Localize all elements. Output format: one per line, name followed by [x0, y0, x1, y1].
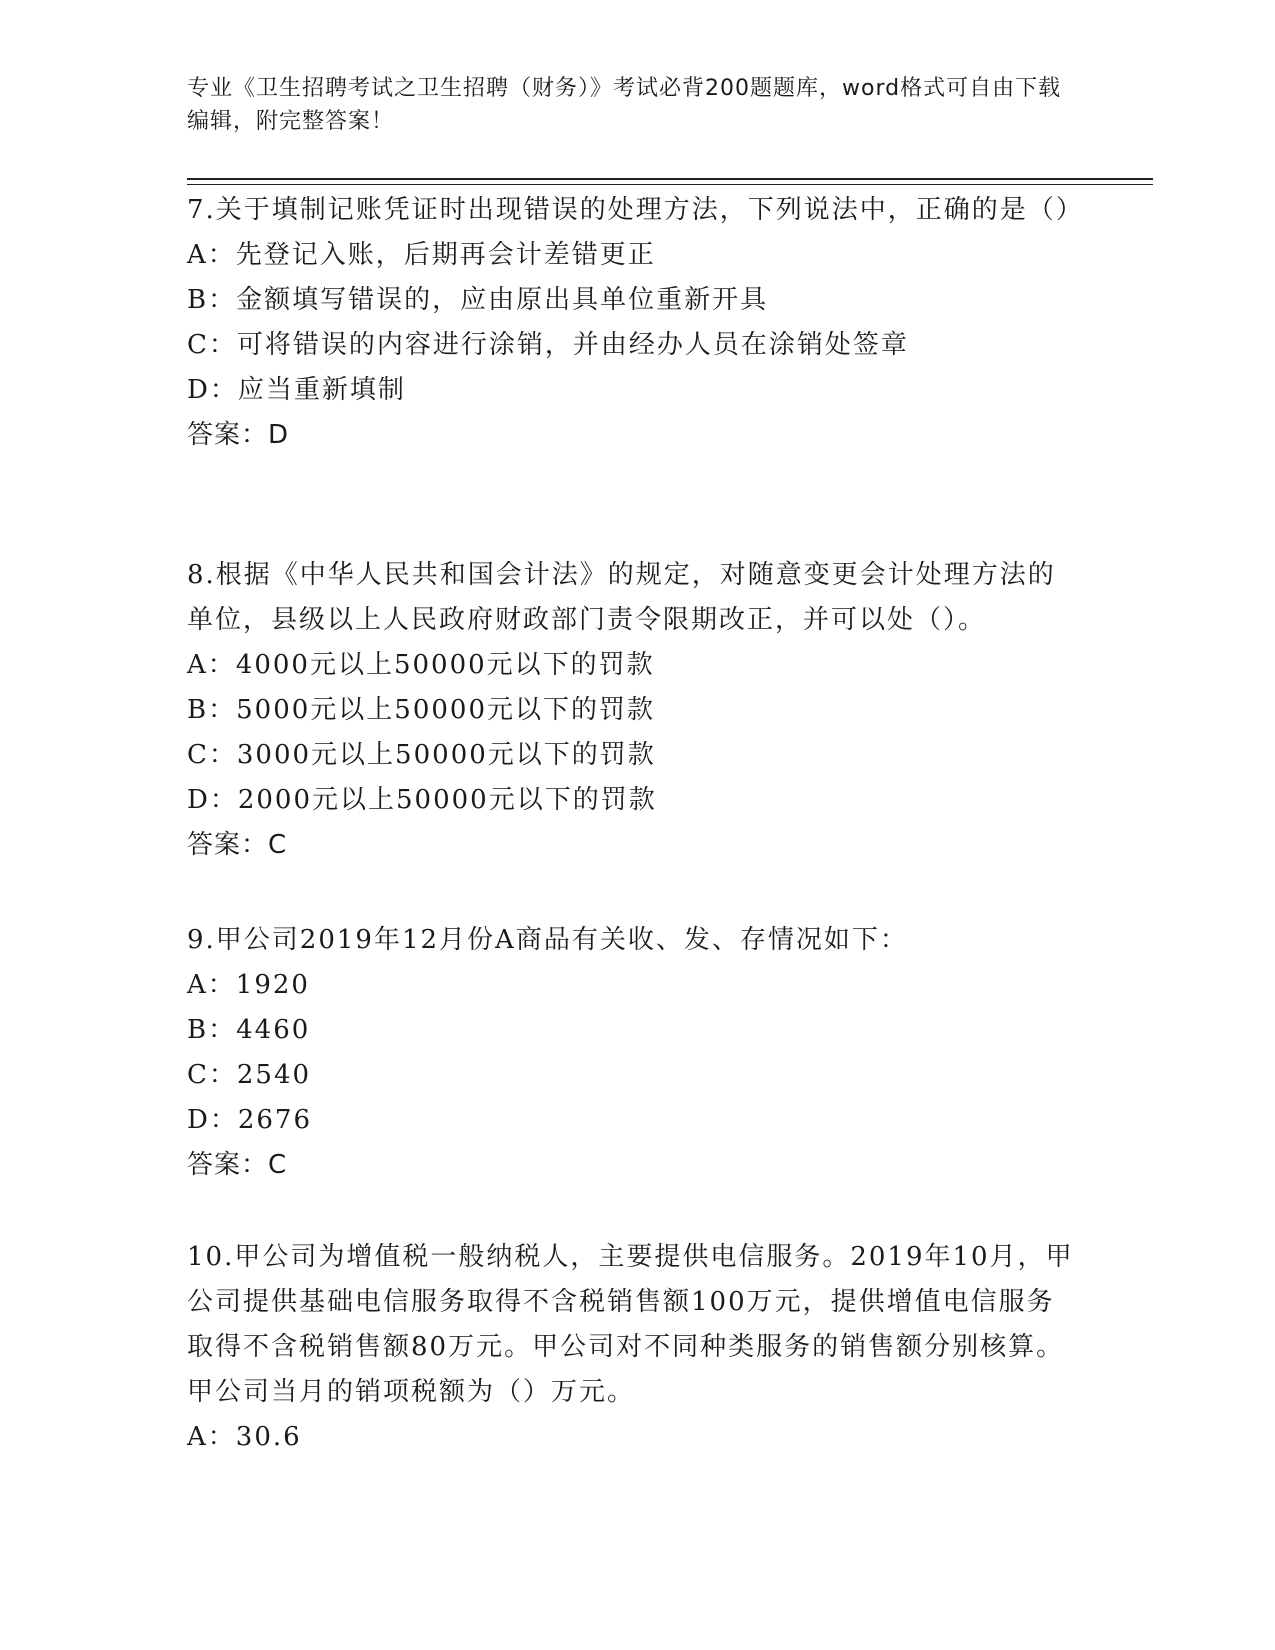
question-stem: 10.甲公司为增值税一般纳税人，主要提供电信服务。2019年10月，甲公司提供基础电信服务取得不含税销售额100万元，提供增值电信服务取得不含税销售额80万元。甲公司对不同种类服务的销售额分别核算。甲公司当月的销项税额为（）万元。	[187, 1242, 1074, 1407]
option-d: D：2676	[187, 1105, 313, 1135]
answer: 答案：D	[187, 420, 290, 450]
question-stem: 9.甲公司2019年12月份A商品有关收、发、存情况如下：	[187, 925, 908, 955]
option-b: B：4460	[187, 1015, 311, 1045]
option-a: A：先登记入账，后期再会计差错更正	[187, 240, 656, 270]
question-9	[187, 918, 1077, 1188]
question-stem: 8.根据《中华人民共和国会计法》的规定，对随意变更会计处理方法的单位，县级以上人民政府财政部门责令限期改正，并可以处（）。	[187, 560, 1056, 635]
option-d: D：2000元以上50000元以下的罚款	[187, 785, 657, 815]
answer: 答案：C	[187, 1150, 288, 1180]
question-7	[187, 188, 1084, 458]
question-10	[187, 1235, 1077, 1460]
option-a: A：4000元以上50000元以下的罚款	[187, 650, 655, 680]
option-a: A：1920	[187, 970, 310, 1000]
option-d: D：应当重新填制	[187, 375, 406, 405]
option-b: B：金额填写错误的，应由原出具单位重新开具	[187, 285, 769, 315]
header-divider-thin	[187, 184, 1153, 185]
answer: 答案：C	[187, 830, 288, 860]
question-stem: 7.关于填制记账凭证时出现错误的处理方法，下列说法中，正确的是（）	[187, 195, 1084, 225]
option-a: A：30.6	[187, 1422, 302, 1452]
header-divider-thick	[187, 178, 1153, 180]
option-c: C：3000元以上50000元以下的罚款	[187, 740, 656, 770]
question-8	[187, 553, 1077, 868]
option-b: B：5000元以上50000元以下的罚款	[187, 695, 655, 725]
document-header: 专业《卫生招聘考试之卫生招聘（财务）》考试必背200题题库，word格式可自由下载编辑，附完整答案！	[187, 76, 1062, 134]
option-c: C：2540	[187, 1060, 312, 1090]
option-c: C：可将错误的内容进行涂销，并由经办人员在涂销处签章	[187, 330, 909, 360]
